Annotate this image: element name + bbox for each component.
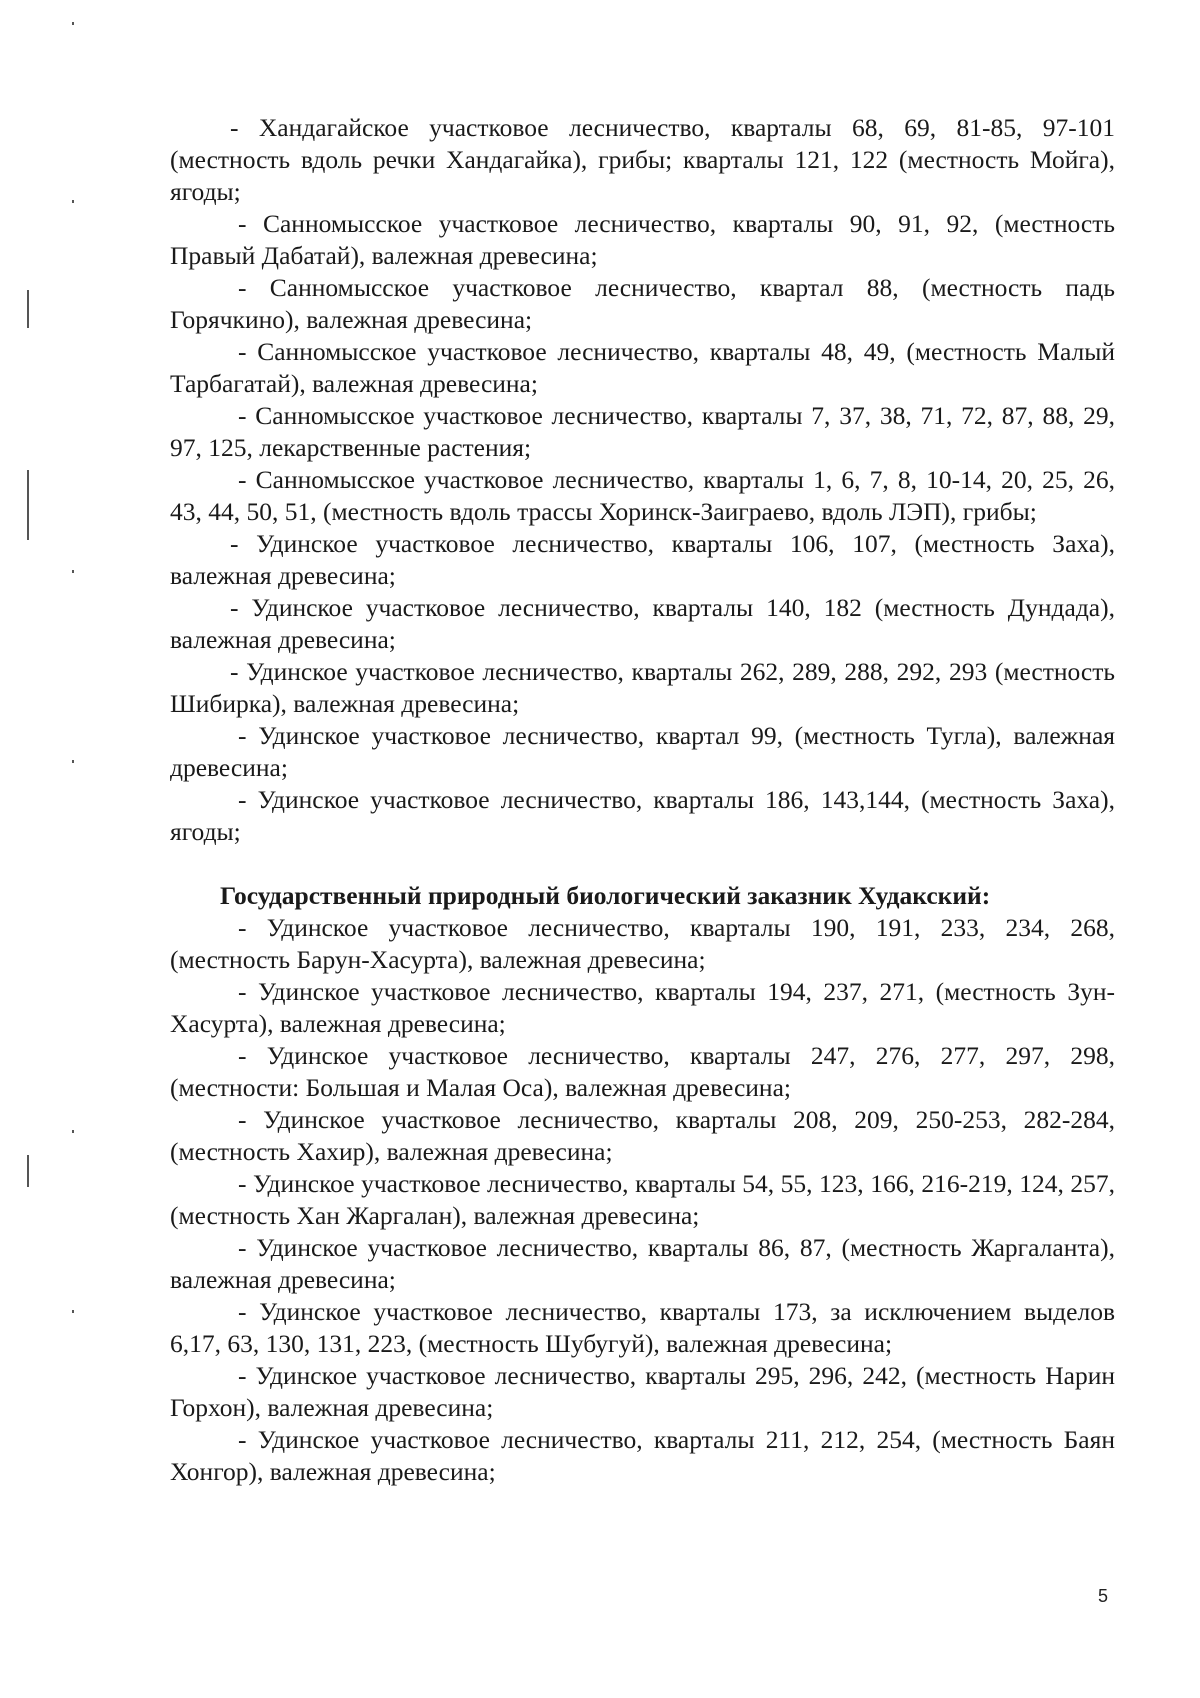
list-item: - Удинское участковое лесничество, кварталы 262, 289, 288, 292, 293 (местность Шибирка), валежная древесина; [170, 657, 1115, 718]
list-item: - Санномысское участковое лесничество, квартал 88, (местность падь Горячкино), валежная древесина; [170, 273, 1115, 334]
list-item: - Хандагайское участковое лесничество, кварталы 68, 69, 81-85, 97-101 (местность вдоль речки Хандагайка), грибы; кварталы 121, 122 (местность Мойга), ягоды; [170, 113, 1115, 206]
scan-dot [72, 22, 74, 25]
list-item: - Удинское участковое лесничество, кварталы 186, 143,144, (местность Заха), ягоды; [170, 785, 1115, 846]
section-heading: Государственный природный биологический заказник Худакский: [220, 881, 991, 910]
list-item: - Санномысское участковое лесничество, кварталы 1, 6, 7, 8, 10-14, 20, 25, 26, 43, 44, 50, 51, (местность вдоль трассы Хоринск-Заиграево, вдоль ЛЭП), грибы; [170, 465, 1115, 526]
list-item: - Удинское участковое лесничество, кварталы 190, 191, 233, 234, 268, (местность Барун-Хасурта), валежная древесина; [170, 913, 1115, 974]
scan-mark [27, 1155, 29, 1187]
list-item: - Удинское участковое лесничество, кварталы 173, за исключением выделов 6,17, 63, 130, 131, 223, (местность Шубугуй), валежная древесина; [170, 1297, 1115, 1358]
scan-dot [72, 570, 74, 573]
scan-dot [72, 1130, 74, 1133]
scan-dot [72, 760, 74, 763]
scan-mark [27, 290, 29, 328]
list-item: - Удинское участковое лесничество, кварталы 54, 55, 123, 166, 216-219, 124, 257, (местность Хан Жаргалан), валежная древесина; [170, 1169, 1115, 1230]
list-item: - Удинское участковое лесничество, кварталы 211, 212, 254, (местность Баян Хонгор), валежная древесина; [170, 1425, 1115, 1486]
scan-dot [72, 1310, 74, 1313]
list-item: - Санномысское участковое лесничество, кварталы 48, 49, (местность Малый Тарбагатай), валежная древесина; [170, 337, 1115, 398]
list-item: - Удинское участковое лесничество, кварталы 194, 237, 271, (местность Зун-Хасурта), валежная древесина; [170, 977, 1115, 1038]
list-item: - Удинское участковое лесничество, кварталы 208, 209, 250-253, 282-284, (местность Хахир), валежная древесина; [170, 1105, 1115, 1166]
list-item: - Санномысское участковое лесничество, кварталы 90, 91, 92, (местность Правый Дабатай), валежная древесина; [170, 209, 1115, 270]
list-item: - Удинское участковое лесничество, кварталы 247, 276, 277, 297, 298, (местности: Большая и Малая Оса), валежная древесина; [170, 1041, 1115, 1102]
scan-mark [27, 470, 29, 540]
scan-dot [72, 200, 74, 203]
list-item: - Санномысское участковое лесничество, кварталы 7, 37, 38, 71, 72, 87, 88, 29, 97, 125, лекарственные растения; [170, 401, 1115, 462]
list-item: - Удинское участковое лесничество, кварталы 86, 87, (местность Жаргаланта), валежная древесина; [170, 1233, 1115, 1294]
list-item: - Удинское участковое лесничество, кварталы 295, 296, 242, (местность Нарин Горхон), валежная древесина; [170, 1361, 1115, 1422]
list-item: - Удинское участковое лесничество, кварталы 106, 107, (местность Заха), валежная древесина; [170, 529, 1115, 590]
list-item: - Удинское участковое лесничество, квартал 99, (местность Тугла), валежная древесина; [170, 721, 1115, 782]
page-number: 5 [1098, 1586, 1109, 1606]
list-item: - Удинское участковое лесничество, кварталы 140, 182 (местность Дундада), валежная древесина; [170, 593, 1115, 654]
document-body [170, 112, 1115, 1488]
